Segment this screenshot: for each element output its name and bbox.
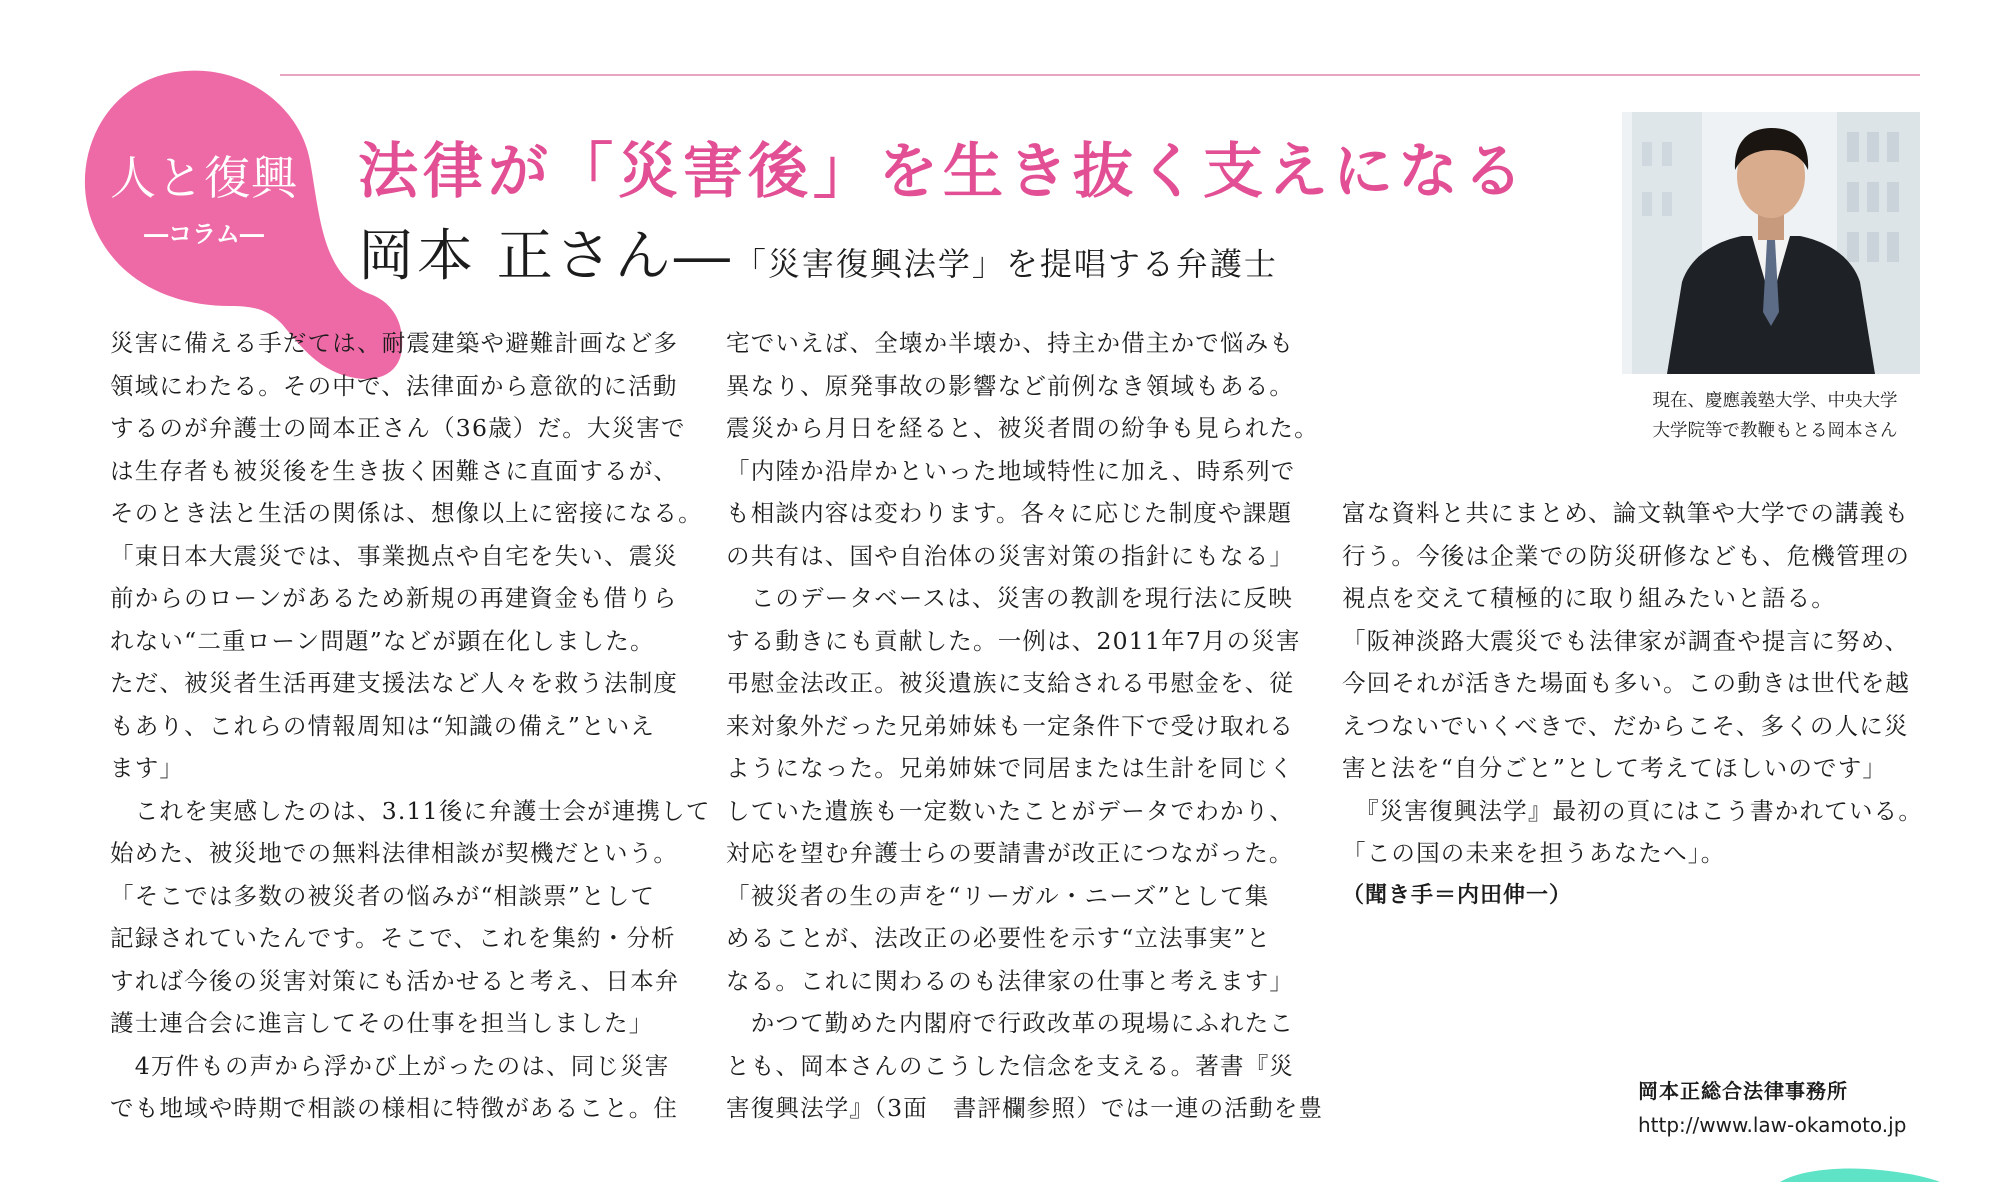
text-line: このデータベースは、災害の教訓を現行法に反映 (726, 584, 1293, 612)
text-line: ただ、被災者生活再建支援法など人々を救う法制度 (110, 669, 679, 697)
text-line: 害復興法学』（3面 書評欄参照）では一連の活動を豊 (726, 1094, 1324, 1122)
article-column-3 (1342, 492, 1923, 917)
person-name: 岡本 正さん (358, 224, 674, 289)
text-line: 富な資料と共にまとめ、論文執筆や大学での講義も (1342, 499, 1910, 527)
caption-line: 大学院等で教鞭もとる岡本さん (1652, 421, 1898, 441)
text-line: 対応を望む弁護士らの要請書が改正につながった。 (726, 839, 1294, 867)
subheadline (358, 212, 1278, 292)
text-line: は生存者も被災後を生き抜く困難さに直面するが、 (110, 456, 679, 485)
top-rule (280, 74, 1920, 76)
text-line: 弔慰金法改正。被災遺族に支給される弔慰金を、従 (726, 669, 1295, 697)
text-line: 『災害復興法学』最初の頁にはこう書かれている。 (1342, 796, 1924, 825)
text-line: ようになった。兄弟姉妹で同居または生計を同じく (726, 754, 1295, 782)
text-line: 行う。今後は企業での防災研修なども、危機管理の (1342, 541, 1911, 570)
text-line: 異なり、原発事故の影響など前例なき領域もある。 (726, 371, 1295, 400)
text-line: 前からのローンがあるため新規の再建資金も借りら (110, 584, 678, 612)
headline: 法律が「災害後」を生き抜く支えになる (358, 137, 1528, 207)
text-line: の共有は、国や自治体の災害対策の指針にもなる」 (726, 541, 1295, 570)
text-line: すれば今後の災害対策にも活かせると考え、日本弁 (110, 966, 680, 995)
text-line: 4万件もの声から浮かび上がったのは、同じ災害 (110, 1051, 670, 1080)
text-line: 領域にわたる。その中で、法律面から意欲的に活動 (110, 371, 678, 400)
text-line: 「阪神淡路大震災でも法律家が調査や提言に努め、 (1342, 626, 1910, 655)
text-line: 視点を交えて積極的に取り組みたいと語る。 (1342, 584, 1836, 612)
person-role: 「災害復興法学」を提唱する弁護士 (733, 245, 1278, 283)
text-line: なる。これに関わるのも法律家の仕事と考えます」 (726, 966, 1295, 995)
text-line: めることが、法改正の必要性を示す“立法事実”と (726, 924, 1272, 952)
text-line: 護士連合会に進言してその仕事を担当しました」 (110, 1009, 654, 1037)
office-url[interactable]: http://www.law-okamoto.jp (1638, 1113, 1907, 1137)
text-line: ます」 (110, 754, 185, 782)
badge-title: 人と復興 (110, 151, 298, 205)
article-column-2 (726, 322, 1323, 1130)
text-line: 「この国の未来を担うあなたへ」。 (1342, 839, 1726, 867)
text-line: でも地域や時期で相談の様相に特徴があること。住 (110, 1094, 679, 1122)
photo-caption (1620, 386, 1930, 446)
text-line: していた遺族も一定数いたことがデータでわかり、 (726, 796, 1295, 825)
text-line: これを実感したのは、3.11後に弁護士会が連携して (110, 796, 711, 825)
interviewer-credit: （聞き手＝内田伸一） (1342, 882, 1573, 908)
text-line: もあり、これらの情報周知は“知識の備え”といえ (110, 711, 656, 740)
text-line: する動きにも貢献した。一例は、2011年7月の災害 (726, 626, 1301, 655)
text-line: 害と法を“自分ごと”として考えてほしいのです」 (1342, 754, 1888, 782)
text-line: そのとき法と生活の関係は、想像以上に密接になる。 (110, 499, 703, 527)
portrait-photo (1622, 112, 1920, 374)
text-line: 始めた、被災地での無料法律相談が契機だという。 (110, 839, 679, 867)
text-line: れない“二重ローン問題”などが顕在化しました。 (110, 626, 655, 655)
text-line: 記録されていたんです。そこで、これを集約・分析 (110, 924, 676, 952)
text-line: 宅でいえば、全壊か半壊か、持主か借主かで悩みも (726, 329, 1295, 357)
office-name: 岡本正総合法律事務所 (1638, 1079, 1848, 1103)
text-line: 「内陸か沿岸かといった地域特性に加え、時系列で (726, 456, 1296, 485)
subhead-dash: ― (673, 224, 730, 289)
text-line: 「そこでは多数の被災者の悩みが“相談票”として (110, 881, 656, 910)
teal-decoration (1780, 1168, 1940, 1182)
article-column-1 (110, 322, 711, 1130)
text-line: 震災から月日を経ると、被災者間の紛争も見られた。 (726, 414, 1319, 442)
text-line: 災害に備える手だては、耐震建築や避難計画など多 (110, 329, 679, 357)
text-line: えつないでいくべきで、だからこそ、多くの人に災 (1342, 711, 1909, 740)
text-line: も相談内容は変わります。各々に応じた制度や課題 (726, 499, 1293, 527)
badge-subtitle: ―コラム― (144, 219, 264, 248)
caption-line: 現在、慶應義塾大学、中央大学 (1652, 391, 1898, 411)
text-line: かつて勤めた内閣府で行政改革の現場にふれたこ (726, 1009, 1295, 1037)
text-line: 来対象外だった兄弟姉妹も一定条件下で受け取れる (726, 711, 1295, 740)
text-line: 「被災者の生の声を“リーガル・ニーズ”として集 (726, 881, 1270, 910)
text-line: 今回それが活きた場面も多い。この動きは世代を越 (1342, 669, 1911, 697)
text-line: とも、岡本さんのこうした信念を支える。著書『災 (726, 1051, 1295, 1080)
office-info (1638, 1074, 1906, 1142)
text-line: 「東日本大震災では、事業拠点や自宅を失い、震災 (110, 541, 679, 570)
text-line: するのが弁護士の岡本正さん（36歳）だ。大災害で (110, 414, 686, 442)
